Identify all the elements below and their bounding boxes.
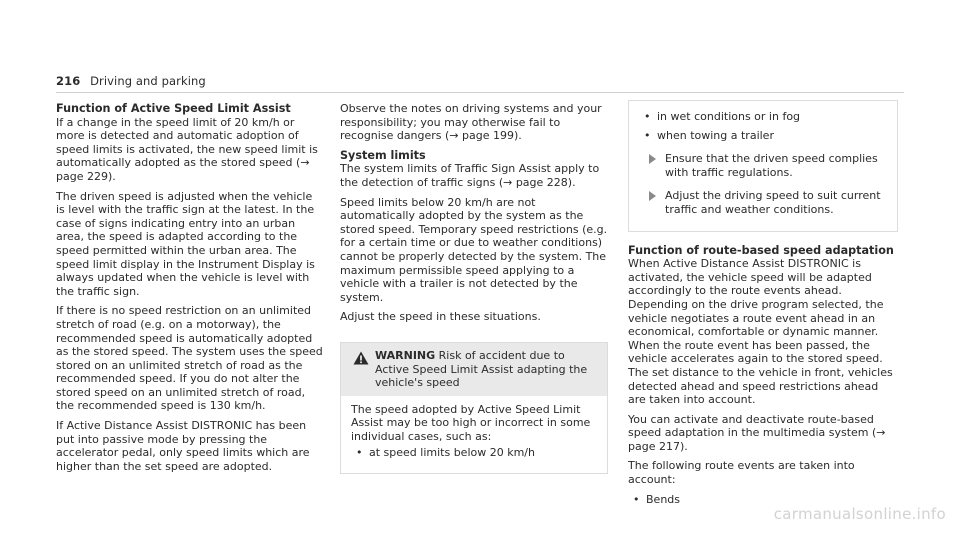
warning-bullet-list bbox=[351, 446, 599, 460]
step-text: Ensure that the driven speed complies with traffic regulations. bbox=[665, 152, 878, 179]
action-step bbox=[639, 189, 887, 216]
step-arrow-icon bbox=[649, 191, 656, 201]
warning-label: WARNING bbox=[375, 348, 436, 362]
driving-systems-note: Observe the notes on driving systems and your responsibility; you may otherwise fail to recognise dangers (→ page 199). bbox=[340, 102, 602, 143]
column-3 bbox=[628, 102, 898, 511]
watermark: carmanualsonline.info bbox=[773, 505, 946, 523]
column-1 bbox=[56, 102, 324, 479]
col1-paragraph-4: If Active Distance Assist DISTRONIC has been put into passive mode by pressing the accelerator pedal, only speed limits which are higher than the set speed are adopted. bbox=[56, 419, 310, 473]
step-text: Adjust the driving speed to suit current traffic and weather conditions. bbox=[665, 189, 881, 216]
warning-bullet-list-continued bbox=[639, 110, 887, 142]
warning-bullet-item: • at speed limits below 20 km/h bbox=[351, 446, 599, 460]
system-limits-paragraph-3: Adjust the speed in these situations. bbox=[340, 310, 541, 324]
warning-box bbox=[340, 342, 608, 474]
action-step bbox=[639, 152, 887, 179]
action-steps bbox=[639, 152, 887, 216]
route-paragraph-2: You can activate and deactivate route-based speed adaptation in the multimedia system (→ page 217). bbox=[628, 412, 886, 453]
warning-box-continued bbox=[628, 100, 898, 232]
warning-title: Risk of accident due to Active Speed Limit Assist adapting the vehicle's speed bbox=[375, 348, 588, 390]
system-limits-paragraph-1: The system limits of Traffic Sign Assist apply to the detection of traffic signs (→ page 228). bbox=[340, 162, 600, 189]
active-speed-limit-heading: Function of Active Speed Limit Assist bbox=[56, 102, 291, 115]
col1-paragraph-1: If a change in the speed limit of 20 km/h or more is detected and automatic adoption of speed limits is activated, the new speed limit is automatically adopted as the stored speed (→ page 229). bbox=[56, 115, 318, 183]
route-based-heading: Function of route-based speed adaptation bbox=[628, 243, 894, 257]
system-limits-heading: System limits bbox=[340, 148, 426, 162]
col1-paragraph-3: If there is no speed restriction on an unlimited stretch of road (e.g. on a motorway), the recommended speed is automatically adopted as the stored speed. The system uses the speed stored on an unlimited stretch of road as the recommended speed. If you do not alter the stored speed on an unlimited stretch of road, the recommended speed is 130 km/h. bbox=[56, 304, 323, 413]
route-event-item: • Bends bbox=[628, 493, 898, 507]
warning-body bbox=[341, 396, 607, 473]
page-number: 216 bbox=[56, 74, 81, 88]
warning-triangle-icon bbox=[353, 351, 369, 365]
header-divider bbox=[56, 92, 904, 93]
section-title: Driving and parking bbox=[90, 74, 206, 88]
col1-paragraph-2: The driven speed is adjusted when the vehicle is level with the traffic sign at the latest. In the case of signs indicating entry into an urban area, the speed is adapted according to the speed permitted within the urban area. The speed limit display in the Instrument Display is always updated when the vehicle is level with the traffic sign. bbox=[56, 189, 315, 298]
column-2 bbox=[340, 102, 608, 474]
warning-text: The speed adopted by Active Speed Limit Assist may be too high or incorrect in some individual cases, such as: bbox=[351, 402, 591, 443]
route-paragraph-3: The following route events are taken into account: bbox=[628, 459, 855, 487]
bullet-towing-trailer: • when towing a trailer bbox=[639, 129, 887, 143]
page-header bbox=[56, 74, 206, 88]
bullet-wet-conditions: • in wet conditions or in fog bbox=[639, 110, 887, 124]
warning-header bbox=[341, 343, 607, 396]
step-arrow-icon bbox=[649, 154, 656, 164]
route-paragraph-1: When Active Distance Assist DISTRONIC is activated, the vehicle speed will be adapted accordingly to the route events ahead. Depending on the drive program selected, the vehicle negotiates a route event ahead in an economical, comfortable or dynamic manner. When the route event has been passed, the vehicle accelerates again to the stored speed. The set distance to the vehicle in front, vehicles detected ahead and speed restrictions ahead are taken into account. bbox=[628, 257, 893, 407]
system-limits-paragraph-2: Speed limits below 20 km/h are not automatically adopted by the system as the stored speed. Temporary speed restrictions (e.g. for a certain time or due to weather conditions) cannot be properly detected by the system. The maximum permissible speed applying to a vehicle with a trailer is not detected by the system. bbox=[340, 195, 608, 304]
